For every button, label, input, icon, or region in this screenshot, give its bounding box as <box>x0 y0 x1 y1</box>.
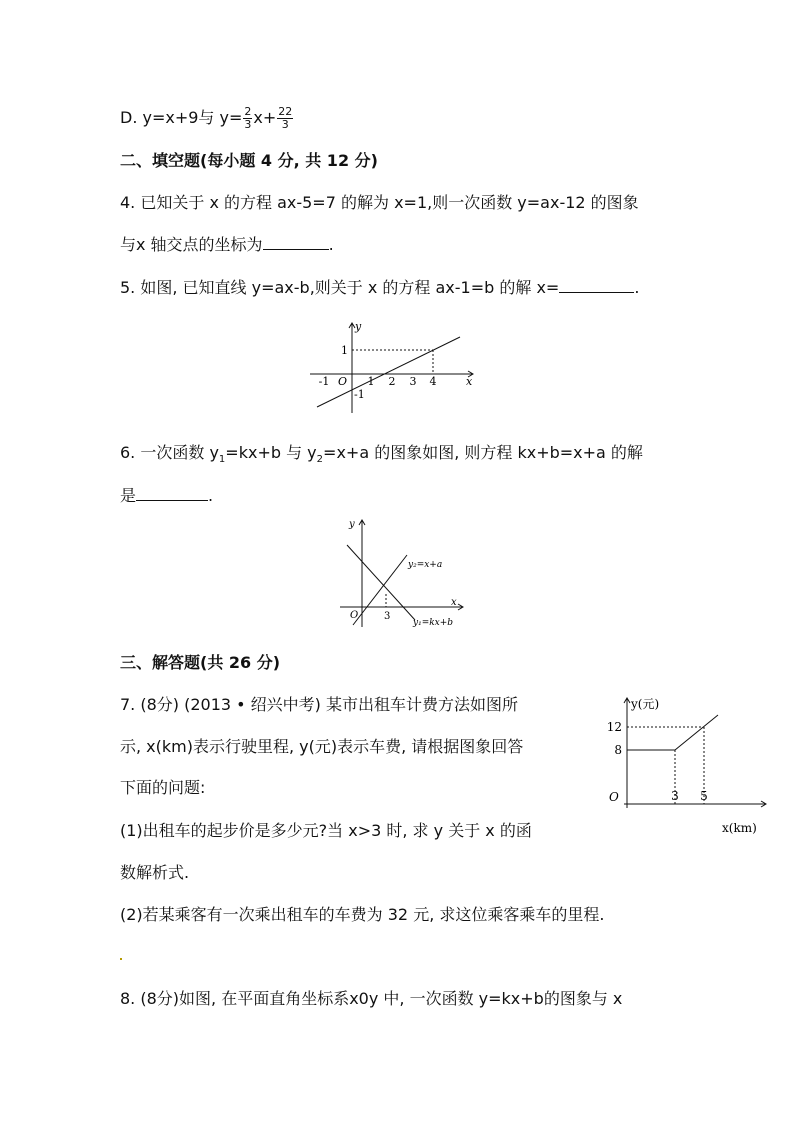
fraction-two-thirds: $\frac{2}{3}$ <box>244 105 252 131</box>
q6-mid1: =kx+b 与 y <box>225 443 317 462</box>
fig5-tick-x-0: -1 <box>318 375 330 388</box>
q7-line2: 示, x(km)表示行驶里程, y(元)表示车费, 请根据图象回答 <box>120 737 524 756</box>
fig5-x-label: x <box>466 375 473 388</box>
section-3-title: 三、解答题(共 26 分) <box>120 653 281 672</box>
fraction-22-thirds: $\frac{22}{3}$ <box>278 105 293 131</box>
fig5-tick-x-2: 2 <box>388 375 396 388</box>
fig5-tick-x-4: 4 <box>429 375 437 388</box>
q4-line2 <box>120 232 334 255</box>
figure-q5 <box>305 315 485 415</box>
q7-line4: (1)出租车的起步价是多少元?当 x>3 时, 求 y 关于 x 的函 <box>120 821 532 840</box>
fig7-tick-3: 3 <box>671 789 679 803</box>
fig5-tick-y-neg: -1 <box>354 388 365 401</box>
q6-prefix: 6. 一次函数 y <box>120 443 219 462</box>
fig6-line-y1 <box>347 545 415 620</box>
figure-q6 <box>335 515 470 630</box>
q5-answer-blank[interactable] <box>559 278 634 293</box>
q6-answer-blank[interactable] <box>136 486 208 501</box>
q5-end: . <box>634 278 640 297</box>
fig6-line-y2 <box>353 555 407 625</box>
fig7-x-label: x(km) <box>722 821 757 835</box>
fig5-tick-y-pos: 1 <box>341 344 348 357</box>
q4-end: . <box>328 235 334 254</box>
fig5-origin: O <box>337 375 347 388</box>
q7-line5: 数解析式. <box>120 863 190 882</box>
q6-sub2: 2 <box>316 454 324 466</box>
fig6-origin: O <box>350 610 359 621</box>
figure-q7 <box>600 690 770 835</box>
fig6-tick-3: 3 <box>384 611 391 622</box>
q8-line1: 8. (8分)如图, 在平面直角坐标系x0y 中, 一次函数 y=kx+b的图象与 x <box>120 989 623 1008</box>
q7-line3: 下面的问题: <box>120 778 206 797</box>
fig5-line <box>317 337 460 407</box>
option-d <box>120 105 294 131</box>
q4-line1: 4. 已知关于 x 的方程 ax-5=7 的解为 x=1,则一次函数 y=ax-12 的图象 <box>120 193 639 212</box>
fig6-y2-label: y₂=x+a <box>408 560 443 570</box>
fig5-tick-x-3: 3 <box>409 375 417 388</box>
q4-line2-text: 与x 轴交点的坐标为 <box>120 235 263 254</box>
q5-text-span: 5. 如图, 已知直线 y=ax-b,则关于 x 的方程 ax-1=b 的解 x= <box>120 278 560 297</box>
q6-line2-text: 是 <box>120 486 137 505</box>
fig7-tick-12: 12 <box>606 720 622 734</box>
stray-dot-mark <box>120 958 122 960</box>
fig6-x-label: x <box>451 597 457 608</box>
q6-end: . <box>208 486 214 505</box>
q7-line1: 7. (8分) (2013 • 绍兴中考) 某市出租车计费方法如图所 <box>120 695 519 714</box>
fig6-y-label: y <box>349 519 355 530</box>
q6-line2 <box>120 483 213 506</box>
option-d-prefix: D. y=x+9与 y= <box>120 108 243 127</box>
fig7-y-label: y(元) <box>631 697 660 711</box>
q7-line6: (2)若某乘客有一次乘出租车的车费为 32 元, 求这位乘客乘车的里程. <box>120 905 605 924</box>
option-d-mid: x+ <box>253 108 277 127</box>
section-2-title: 二、填空题(每小题 4 分, 共 12 分) <box>120 151 378 170</box>
q6-line1 <box>120 440 643 465</box>
fig5-y-label: y <box>355 320 362 333</box>
q4-answer-blank[interactable] <box>263 235 329 250</box>
q6-mid2: =x+a 的图象如图, 则方程 kx+b=x+a 的解 <box>323 443 643 462</box>
fig6-y1-label: y₁=kx+b <box>413 618 454 628</box>
q5-text <box>120 275 639 298</box>
fig7-origin: O <box>609 790 619 804</box>
q6-sub1: 1 <box>218 454 226 466</box>
fig5-tick-x-1: 1 <box>367 375 375 388</box>
fig7-tick-8: 8 <box>614 743 622 757</box>
fig7-tick-5: 5 <box>700 789 708 803</box>
